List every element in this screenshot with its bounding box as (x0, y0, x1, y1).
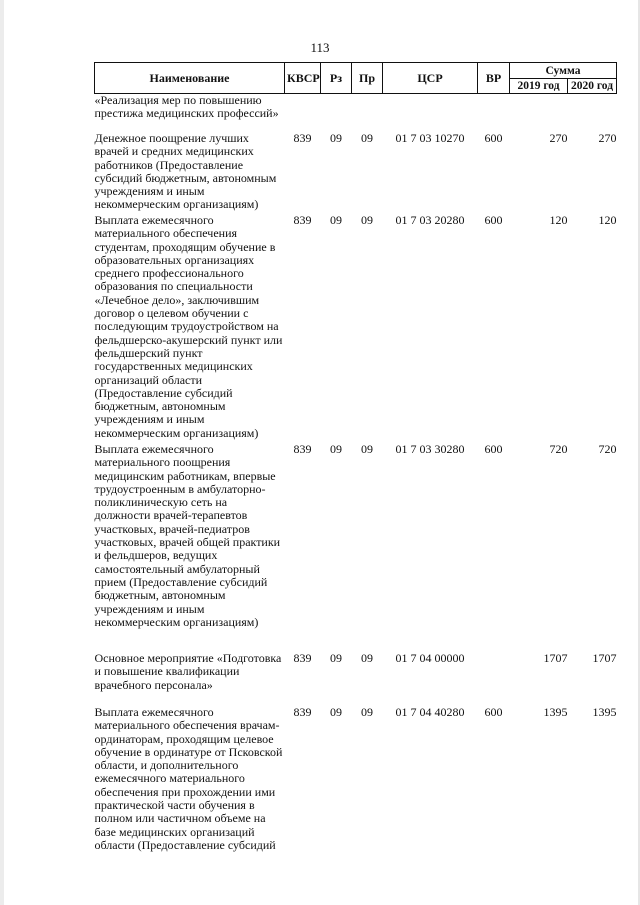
row-vr: 600 (484, 705, 503, 719)
row-2019: 1395 (543, 705, 568, 719)
row-rz (321, 94, 352, 133)
row-csr: 01 7 04 40280 (395, 705, 465, 719)
scan-edge-left (0, 0, 4, 905)
col-header-rz: Рз (321, 63, 352, 94)
row-name: Выплата ежемесячного материального обеспечения студентам, проходящим обучение в образовательных организациях среднего профессионального образования по специальности «Лечебное дело», заключившим договор о целевом обучении с последующим трудоустройством на фельдшерско-акушерский пункт или фельдшерский пункт государственных медицинских организаций области (Предоставление субсидий бюджетным, автономным учреждениям и иным некоммерческим организациям) (94, 213, 283, 440)
row-kvsr: 839 (293, 651, 312, 665)
table-row (95, 652, 617, 706)
table-row (95, 214, 617, 443)
row-name: Денежное поощрение лучших врачей и средних медицинских работников (Предоставление субсидий бюджетным, автономным учреждениям и иным некоммерческим организациям) (94, 131, 277, 212)
row-rz: 09 (330, 213, 342, 227)
row-csr: 01 7 03 20280 (395, 213, 465, 227)
row-pr: 09 (361, 705, 373, 719)
row-name: Выплата ежемесячного материального поощрения медицинским работникам, впервые трудоустроенным в амбулаторно-поликлиническую сеть на должности врачей-терапевтов участковых, врачей-педиатров участковых, врачей общей практики и фельдшеров, ведущих самостоятельный амбулаторный прием (Предоставление субсидий бюджетным, автономным учреждениям и иным некоммерческим организациям) (94, 442, 281, 629)
row-2020: 270 (598, 131, 617, 145)
budget-table (94, 62, 617, 870)
row-pr (352, 94, 383, 133)
row-2019: 720 (549, 442, 568, 456)
row-kvsr: 839 (293, 442, 312, 456)
col-header-summa: Сумма (510, 63, 617, 79)
table-row (95, 94, 617, 133)
row-vr: 600 (484, 442, 503, 456)
col-header-csr: ЦСР (383, 63, 478, 94)
row-pr: 09 (361, 131, 373, 145)
row-kvsr: 839 (293, 213, 312, 227)
col-header-vr: ВР (478, 63, 510, 94)
col-header-kvsr: КВСР (285, 63, 321, 94)
row-pr: 09 (361, 442, 373, 456)
row-2020: 720 (598, 442, 617, 456)
row-kvsr (285, 94, 321, 133)
row-vr (478, 652, 510, 706)
row-2020: 120 (598, 213, 617, 227)
row-2019: 120 (549, 213, 568, 227)
row-2020 (568, 94, 617, 133)
table-row (95, 132, 617, 214)
row-csr: 01 7 03 10270 (395, 131, 465, 145)
row-rz: 09 (330, 651, 342, 665)
col-header-2020: 2020 год (568, 79, 617, 94)
row-pr: 09 (361, 651, 373, 665)
row-2020: 1395 (592, 705, 617, 719)
row-rz: 09 (330, 442, 342, 456)
row-2020: 1707 (592, 651, 617, 665)
row-name: Выплата ежемесячного материального обеспечения врачам-ординаторам, проходящим целевое обучение в ординатуре от Псковской области, и дополнительного ежемесячного материального обеспечения при прохождении ими практической части обучения в полном или частичном объеме на базе медицинских организаций области (Предоставление субсидий (94, 705, 283, 852)
row-2019: 270 (549, 131, 568, 145)
row-2019: 1707 (543, 651, 568, 665)
row-csr: 01 7 03 30280 (395, 442, 465, 456)
table-row (95, 706, 617, 870)
row-kvsr: 839 (293, 705, 312, 719)
page-number: 113 (310, 40, 330, 55)
row-kvsr: 839 (293, 131, 312, 145)
row-pr: 09 (361, 213, 373, 227)
col-header-pr: Пр (352, 63, 383, 94)
row-name: Основное мероприятие «Подготовка и повышение квалификации врачебного персонала» (94, 651, 282, 692)
row-2019 (510, 94, 568, 133)
row-csr: 01 7 04 00000 (395, 651, 465, 665)
col-header-2019: 2019 год (510, 79, 568, 94)
table-row (95, 443, 617, 652)
row-vr (478, 94, 510, 133)
row-rz: 09 (330, 131, 342, 145)
row-name: «Реализация мер по повышению престижа медицинских профессий» (94, 93, 279, 121)
col-header-name: Наименование (95, 63, 285, 94)
row-rz: 09 (330, 705, 342, 719)
row-vr: 600 (484, 213, 503, 227)
row-csr (383, 94, 478, 133)
row-vr: 600 (484, 131, 503, 145)
